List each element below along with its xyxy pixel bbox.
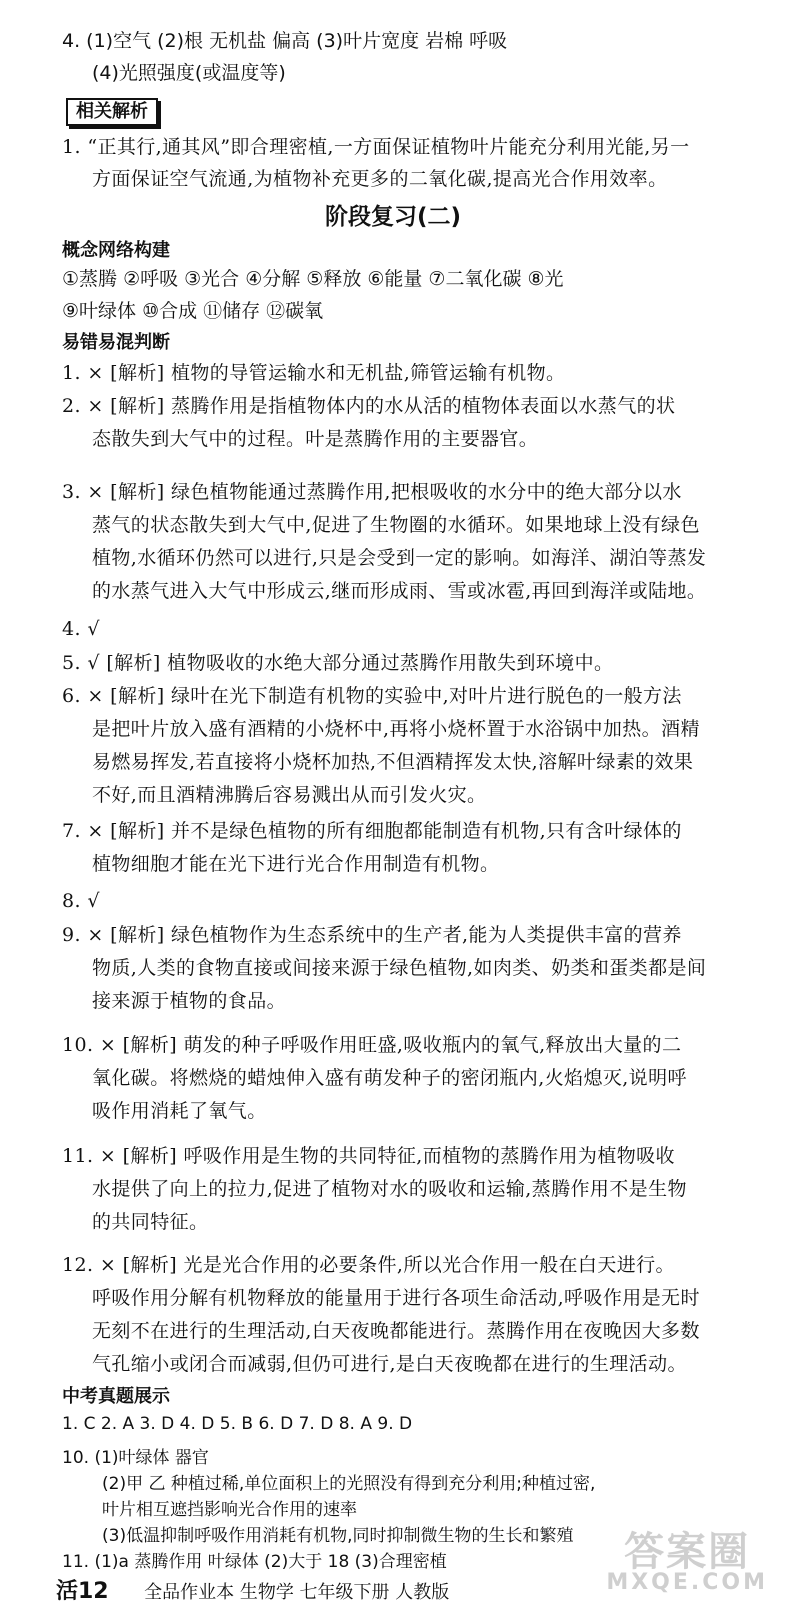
judge-line: 的共同特征。 bbox=[92, 1211, 209, 1233]
judge-line: 态散失到大气中的过程。叶是蒸腾作用的主要器官。 bbox=[92, 428, 539, 450]
judge-line: 3. × [解析] 绿色植物能通过蒸腾作用,把根吸收的水分中的绝大部分以水 bbox=[62, 481, 682, 503]
judge-line: 1. × [解析] 植物的导管运输水和无机盐,筛管运输有机物。 bbox=[62, 362, 566, 384]
page-number: 活12 bbox=[56, 1579, 109, 1604]
judge-line: 蒸气的状态散失到大气中,促进了生物圈的水循环。如果地球上没有绿色 bbox=[92, 514, 700, 536]
judge-line: 9. × [解析] 绿色植物作为生态系统中的生产者,能为人类提供丰富的营养 bbox=[62, 924, 682, 946]
analysis-line1: 1. “正其行,通其风”即合理密植,一方面保证植物叶片能充分利用光能,另一 bbox=[62, 136, 690, 158]
judge-line: 10. × [解析] 萌发的种子呼吸作用旺盛,吸收瓶内的氧气,释放出大量的二 bbox=[62, 1034, 682, 1056]
book-info: 全品作业本 生物学 七年级下册 人教版 bbox=[144, 1582, 450, 1603]
judge-line: 5. √ [解析] 植物吸收的水绝大部分通过蒸腾作用散失到环境中。 bbox=[62, 652, 614, 674]
judge-line: 物质,人类的食物直接或间接来源于绿色植物,如肉类、奶类和蛋类都是间 bbox=[92, 957, 707, 979]
judge-line: 氧化碳。将燃烧的蜡烛伸入盛有萌发种子的密闭瓶内,火焰熄灭,说明呼 bbox=[92, 1067, 687, 1089]
concept-line1: ①蒸腾 ②呼吸 ③光合 ④分解 ⑤释放 ⑥能量 ⑦二氧化碳 ⑧光 bbox=[62, 268, 564, 290]
exam-q11: 11. (1)a 蒸腾作用 叶绿体 (2)大于 18 (3)合理密植 bbox=[62, 1552, 447, 1572]
exam-q10-line3: 叶片相互遮挡影响光合作用的速率 bbox=[102, 1500, 357, 1520]
analysis-line2: 方面保证空气流通,为植物补充更多的二氧化碳,提高光合作用效率。 bbox=[92, 168, 668, 190]
judge-line: 植物,水循环仍然可以进行,只是会受到一定的影响。如海洋、湖泊等蒸发 bbox=[92, 547, 707, 569]
exam-choices: 1. C 2. A 3. D 4. D 5. B 6. D 7. D 8. A 9. D bbox=[62, 1414, 413, 1434]
section-title: 阶段复习(二) bbox=[324, 204, 462, 230]
judge-line: 吸作用消耗了氧气。 bbox=[92, 1100, 267, 1122]
judge-line: 植物细胞才能在光下进行光合作用制造有机物。 bbox=[92, 853, 500, 875]
footer bbox=[56, 1574, 449, 1605]
q4-line2: (4)光照强度(或温度等) bbox=[92, 62, 286, 84]
watermark-text: 答案圈 bbox=[624, 1529, 751, 1575]
judge-line: 接来源于植物的食品。 bbox=[92, 990, 287, 1012]
q4-line1: 4. (1)空气 (2)根 无机盐 偏高 (3)叶片宽度 岩棉 呼吸 bbox=[62, 30, 508, 52]
concept-line2: ⑨叶绿体 ⑩合成 ⑪储存 ⑫碳氧 bbox=[62, 300, 324, 322]
judge-line: 8. √ bbox=[62, 890, 100, 912]
watermark-logo bbox=[606, 1529, 768, 1595]
watermark-url: MXQE.COM bbox=[606, 1570, 768, 1595]
analysis-badge: 相关解析 bbox=[66, 98, 158, 126]
judge-line: 7. × [解析] 并不是绿色植物的所有细胞都能制造有机物,只有含叶绿体的 bbox=[62, 820, 682, 842]
exam-q10-line2: (2)甲 乙 种植过稀,单位面积上的光照没有得到充分利用;种植过密, bbox=[102, 1474, 596, 1494]
concept-heading: 概念网络构建 bbox=[62, 240, 170, 261]
judge-line: 无刻不在进行的生理活动,白天夜晚都能进行。蒸腾作用在夜晚因大多数 bbox=[92, 1320, 700, 1342]
judge-line: 的水蒸气进入大气中形成云,继而形成雨、雪或冰雹,再回到海洋或陆地。 bbox=[92, 580, 707, 602]
judge-line: 易燃易挥发,若直接将小烧杯加热,不但酒精挥发太快,溶解叶绿素的效果 bbox=[92, 751, 694, 773]
judge-line: 不好,而且酒精沸腾后容易溅出从而引发火灾。 bbox=[92, 784, 487, 806]
judge-line: 呼吸作用分解有机物释放的能量用于进行各项生命活动,呼吸作用是无时 bbox=[92, 1287, 700, 1309]
judge-line: 12. × [解析] 光是光合作用的必要条件,所以光合作用一般在白天进行。 bbox=[62, 1254, 675, 1276]
judge-heading: 易错易混判断 bbox=[62, 332, 170, 353]
judge-line: 是把叶片放入盛有酒精的小烧杯中,再将小烧杯置于水浴锅中加热。酒精 bbox=[92, 718, 700, 740]
judge-line: 11. × [解析] 呼吸作用是生物的共同特征,而植物的蒸腾作用为植物吸收 bbox=[62, 1145, 675, 1167]
judge-line: 水提供了向上的拉力,促进了植物对水的吸收和运输,蒸腾作用不是生物 bbox=[92, 1178, 687, 1200]
judge-line: 4. √ bbox=[62, 618, 100, 640]
exam-q10-line4: (3)低温抑制呼吸作用消耗有机物,同时抑制微生物的生长和繁殖 bbox=[102, 1526, 574, 1546]
judge-line: 6. × [解析] 绿叶在光下制造有机物的实验中,对叶片进行脱色的一般方法 bbox=[62, 685, 682, 707]
exam-heading: 中考真题展示 bbox=[62, 1386, 170, 1407]
exam-q10-line1: 10. (1)叶绿体 器官 bbox=[62, 1448, 209, 1468]
judge-line: 2. × [解析] 蒸腾作用是指植物体内的水从活的植物体表面以水蒸气的状 bbox=[62, 395, 676, 417]
judge-line: 气孔缩小或闭合而减弱,但仍可进行,是白天夜晚都在进行的生理活动。 bbox=[92, 1353, 687, 1375]
